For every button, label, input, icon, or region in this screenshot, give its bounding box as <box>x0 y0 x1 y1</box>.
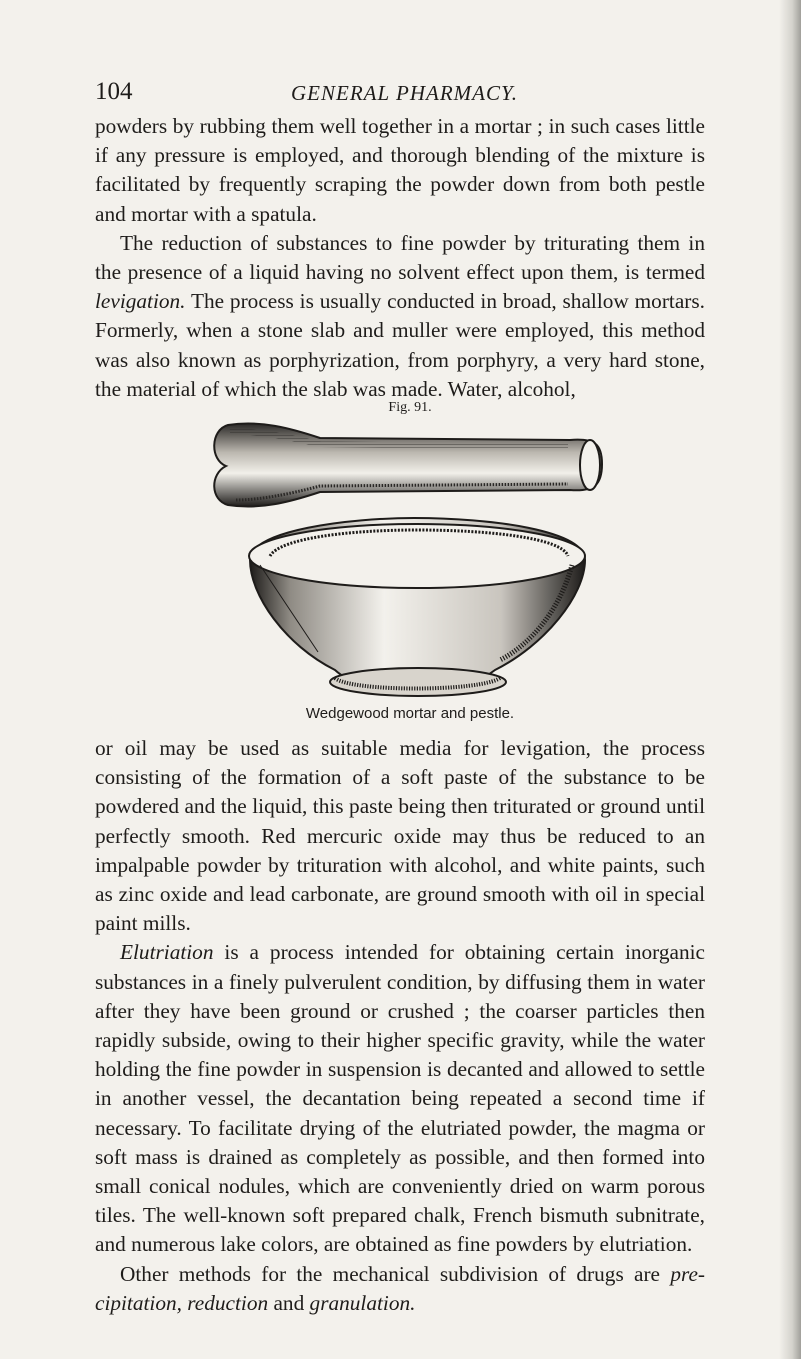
paragraph <box>95 734 705 938</box>
page-edge-shadow <box>779 0 801 1359</box>
paragraph <box>95 1260 705 1318</box>
paragraph <box>95 938 705 1259</box>
paragraph-text: Other methods for the mechanical subdivision of drugs are <box>120 1261 661 1286</box>
paragraph-text: The process is usually conducted in broad, shallow mortars. Formerly, when a stone slab and muller were employed, this method was also known as porphyrization, from porphyry, a very hard stone, the material of which the slab was made. Water, alcohol, <box>95 289 705 401</box>
mortar-and-pestle-illustration <box>200 420 620 705</box>
paragraph-text: and <box>273 1290 305 1315</box>
page-header <box>95 78 705 112</box>
paragraph-text: or oil may be used as suitable media for levigation, the process consisting of the formation of a soft paste of the substance to be powdered and the liquid, this paste being then triturated or ground until perfectly smooth. Red mercuric oxide may thus be reduced to an impalpable powder by trituration with alcohol, and white paints, such as zinc oxide and lead carbonate, are ground smooth with oil in special paint mills. <box>95 736 705 936</box>
pestle <box>214 423 602 506</box>
paragraph <box>95 229 705 404</box>
paragraph <box>95 112 705 229</box>
running-head: GENERAL PHARMACY. <box>291 81 519 105</box>
paragraph-text: The reduction of substances to fine powder by triturating them in the presence of a liquid having no solvent effect upon them, is termed <box>95 230 705 285</box>
term-granulation: granulation. <box>309 1290 416 1315</box>
term-levigation: levigation. <box>95 289 186 314</box>
page-number: 104 <box>95 78 133 105</box>
figure-91 <box>200 400 620 730</box>
term-reduction: reduction <box>187 1290 269 1315</box>
text-block-top <box>95 112 705 404</box>
figure-caption: Wedgewood mortar and pestle. <box>305 705 515 722</box>
paragraph-text: powders by rubbing them well together in a mortar ; in such cases little if any pressure is employed, and thorough blending of the mixture is facilitated by frequently scraping the powder down from both pestle and mortar with a spatula. <box>95 114 705 226</box>
paragraph-text: is a process intended for obtaining certain inorganic substances in a finely pulverulent condition, by diffusing them in water after they have been ground or crushed ; the coarser particles then rapidly subside, owing to their higher specific gravity, while the water holding the fine powder in suspension is decanted and allowed to settle in another vessel, the decantation being repeated a second time if necessary. To facilitate drying of the elutriated powder, the magma or soft mass is drained as completely as possible, and then formed into small conical nodules, which are conveniently dried on warm porous tiles. The well-known soft prepared chalk, French bismuth subnitrate, and numerous lake colors, are obtained as fine powders by elutriation. <box>95 940 705 1257</box>
mortar <box>249 518 585 696</box>
figure-label: Fig. 91. <box>388 400 432 415</box>
term-elutriation: Elutriation <box>120 940 214 965</box>
term-precipitation: pre-cipitation, <box>95 1261 706 1315</box>
text-block-bottom <box>95 734 705 1318</box>
